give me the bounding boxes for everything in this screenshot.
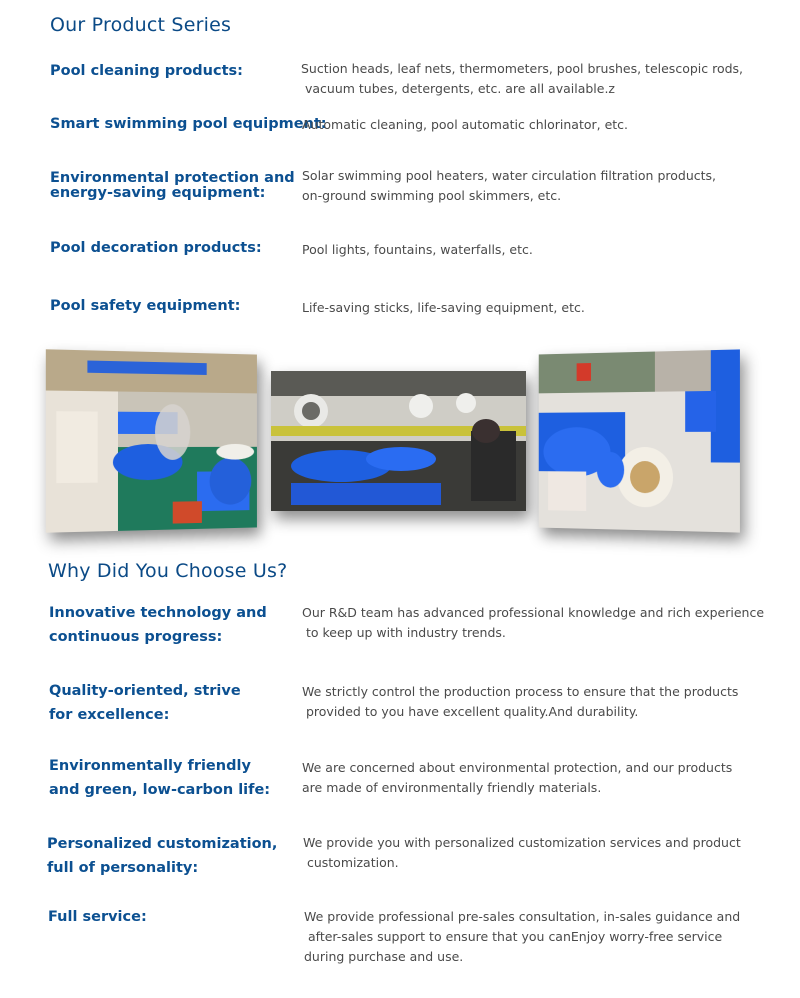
product-desc-smart-equipment: Automatic cleaning, pool automatic chlorinator, etc. xyxy=(302,117,629,132)
why-label-customization: Personalized customization, full of personality: xyxy=(47,836,278,876)
why-us-heading: Why Did You Choose Us? xyxy=(48,560,288,582)
product-label-decoration: Pool decoration products: xyxy=(50,240,262,256)
product-label-pool-cleaning: Pool cleaning products: xyxy=(50,63,243,79)
why-desc-innovation: Our R&D team has advanced professional knowledge and rich experience to keep up with industry trends. xyxy=(302,605,765,640)
why-label-innovation: Innovative technology and continuous progress: xyxy=(49,605,267,645)
factory-photo-workshop xyxy=(271,371,526,511)
why-desc-customization: We provide you with personalized customization services and product customization. xyxy=(303,835,741,870)
product-label-smart-equipment: Smart swimming pool equipment: xyxy=(50,116,327,132)
product-series-heading: Our Product Series xyxy=(50,14,232,36)
why-desc-full-service: We provide professional pre-sales consultation, in-sales guidance and after-sales support to ensure that you canEnjoy worry-free service during purchase and use. xyxy=(304,909,741,964)
factory-photo-workshop-image xyxy=(271,371,526,511)
product-desc-safety: Life-saving sticks, life-saving equipment, etc. xyxy=(302,300,585,315)
why-label-quality: Quality-oriented, strive for excellence: xyxy=(49,683,241,723)
product-desc-decoration: Pool lights, fountains, waterfalls, etc. xyxy=(302,242,533,257)
factory-photo-assembly-image xyxy=(46,349,257,532)
factory-photo-assembly xyxy=(46,349,257,532)
why-desc-quality: We strictly control the production process to ensure that the products provided to you have excellent quality.And durability. xyxy=(302,684,739,719)
factory-photo-parts xyxy=(539,349,740,532)
factory-photo-parts-image xyxy=(539,349,740,532)
product-label-safety: Pool safety equipment: xyxy=(50,298,241,314)
why-label-full-service: Full service: xyxy=(48,909,147,925)
product-label-environmental: Environmental protection and energy-saving equipment: xyxy=(50,170,295,201)
why-label-environment: Environmentally friendly and green, low-carbon life: xyxy=(49,758,271,798)
product-desc-pool-cleaning: Suction heads, leaf nets, thermometers, pool brushes, telescopic rods, vacuum tubes, detergents, etc. are all available.z xyxy=(301,61,744,96)
why-desc-environment: We are concerned about environmental protection, and our products are made of environmentally friendly materials. xyxy=(302,760,733,795)
product-desc-environmental: Solar swimming pool heaters, water circulation filtration products, on-ground swimming pool skimmers, etc. xyxy=(302,168,717,203)
